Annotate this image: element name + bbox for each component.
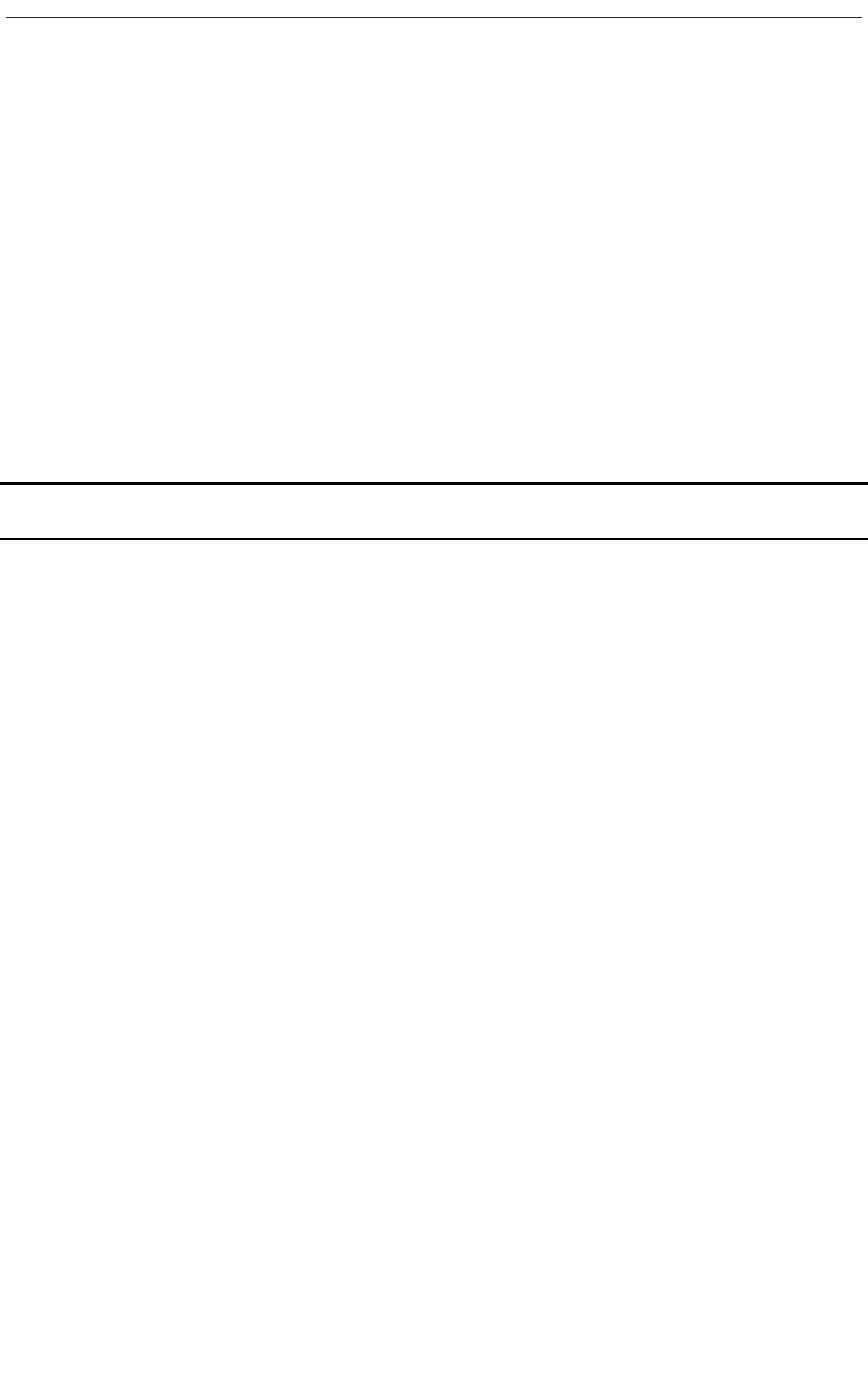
classified-listings-top bbox=[4, 20, 864, 478]
service-guide-listings bbox=[4, 544, 864, 1382]
home-service-guide-banner bbox=[0, 482, 868, 540]
page-header bbox=[6, 4, 862, 18]
